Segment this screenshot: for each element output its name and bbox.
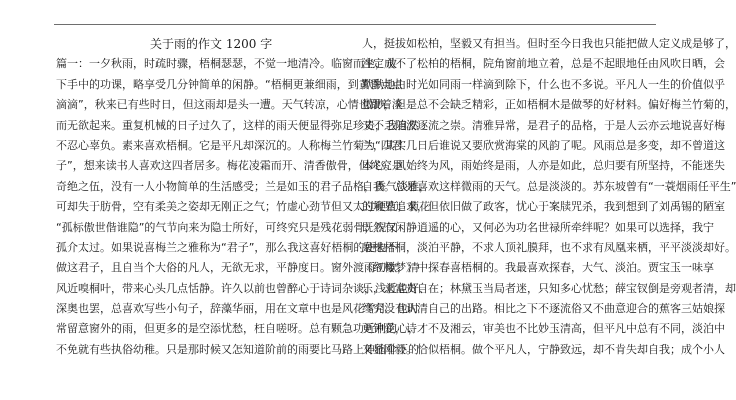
left-line: 子”，想来读书人喜欢这四者居多。梅花凌霜而开、清香傲骨，但终究是 xyxy=(56,159,403,173)
left-line: 风近嗅桐叶，带来心头几点恬静。许久以前也曾醉心于诗词杂谈，浅近也好、 xyxy=(56,281,430,295)
left-line: 下手中的功课，略享受几分钟简单的闲静。“梧桐更兼细雨，到黄昏点点 xyxy=(56,77,403,91)
left-column xyxy=(56,34,430,360)
right-line: 本心。风始终为风，雨始终是雨，人亦是如此，总归要有所坚持，不能迷失 xyxy=(362,159,725,173)
right-line: 《红楼梦》中探春喜梧桐的。我最喜欢探春，大气、淡泊。贾宝玉一味享 xyxy=(362,261,714,275)
right-line: 默默地由时光如同雨一样滴到除下，什么也不多说。平凡人一生的价值似乎 xyxy=(362,77,725,91)
left-line: 滴滴”，秋来已有些时日，但这雨却是头一遭。天气转凉，心情也跟着淡 xyxy=(56,98,403,112)
right-column xyxy=(362,34,736,360)
right-line: 终究没有认清自己的出路。相比之下不逐流俗又不曲意迎合的蕉客三姑娘探 xyxy=(362,302,725,316)
right-line: 又不乏随波逐流之崇。清雅异常，是君子的品格，于是人云亦云地说喜好梅 xyxy=(362,118,725,132)
right-line: 兰，其实几日后谁说又要欣赏海棠的风韵了呢。风雨总是多变，却不曾道这 xyxy=(362,138,725,152)
right-line: 是株梧桐，淡泊平静，不求人顶礼膜拜，也不求有凤凰来栖，平平淡淡却好。 xyxy=(362,240,736,254)
right-line: 注定成不了松柏的梧桐，院角窗前地立着，总是不起眼地任由风吹日晒，会 xyxy=(362,57,725,71)
right-line: 的境界追求，但依旧做了政客，忧心于案牍咒杀，我到想到了刘禹锡的陋室 xyxy=(362,200,725,214)
left-line: “孤标傲世偕谁隐”的气节向来为隐士所好，可终究只是残花弱骨，况又 xyxy=(56,220,398,234)
left-line: 奇绝之伍，没有一人小物简单的生活感受；兰是如玉的君子品格，香气淡雅， xyxy=(56,179,430,193)
right-line: 自我。总是喜欢这样微雨的天气。总是淡淡的。苏东坡曾有“一蓑烟雨任平生” xyxy=(362,179,736,193)
left-line: 常留意窗外的雨，但更多的是空添忧愁，枉自嗟呀。总有颗急功近利的心， xyxy=(56,322,419,336)
left-line: 做这君子，且自当个大俗的凡人，无欲无求，平静度日。窗外渡雨初歇，清 xyxy=(56,261,419,275)
right-line: 又显刚毅。恰似梧桐。做个平凡人，宁静致远，却不肯失却自我；成个小人 xyxy=(362,342,725,356)
title-year: 1200 字 xyxy=(225,37,273,51)
right-line: 既然有闲静逍遥的心，又何必为功名世禄所牵绊呢？如果可以选择，我宁 xyxy=(362,220,714,234)
title-text: 关于雨的作文 xyxy=(150,37,223,51)
page-title xyxy=(56,34,360,54)
right-line: 微渺，但是总不会缺乏精彩，正如梧桐木是做琴的好材料。偏好梅兰竹菊的， xyxy=(362,98,736,112)
right-line: 更钟爱，诗才不及湘云，审美也不比妙玉清高，但平凡中总有不同，淡泊中 xyxy=(362,322,725,336)
top-rule xyxy=(54,24,656,25)
left-line: 不忍心辜负。素来喜欢梧桐。它是平凡却深沉的。人称梅兰竹菊为“四君 xyxy=(56,138,403,152)
right-line: 人，挺拔如松柏，坚毅又有担当。但时至今日我也只能把做人定义成是够了， xyxy=(362,37,736,50)
left-line: 不免就有些执俗幼稚。只是那时候又怎知道阶前的雨要比马路上伸缩伞下的 xyxy=(56,342,419,356)
left-line: 篇一：一夕秋雨，时疏时骤，梧桐瑟瑟，不觉一地清冷。临窗而坐，放 xyxy=(56,57,397,71)
left-line: 孤介太过。如果说喜梅兰之雅称为“君子”，那么我这喜好梧桐的便也不 xyxy=(56,240,398,254)
right-line: 乐，求富贵自在；林黛玉当局者迷，只知多心忧愁；薛宝钗倒是旁观者清，却 xyxy=(362,281,736,295)
left-line: 而无欲起来。重复机械的日子过久了，这样的雨天便显得弥足珍贵，我自然 xyxy=(56,118,419,132)
left-line: 深奥也罢，总喜欢写些小句子，辞藻华丽，用在文章中也是风花雪月。也时 xyxy=(56,302,419,316)
left-line: 可却失于肪骨，空有柔美之姿却无刚正之气；竹虚心劲节但又太过硬直；菊花 xyxy=(56,200,430,214)
